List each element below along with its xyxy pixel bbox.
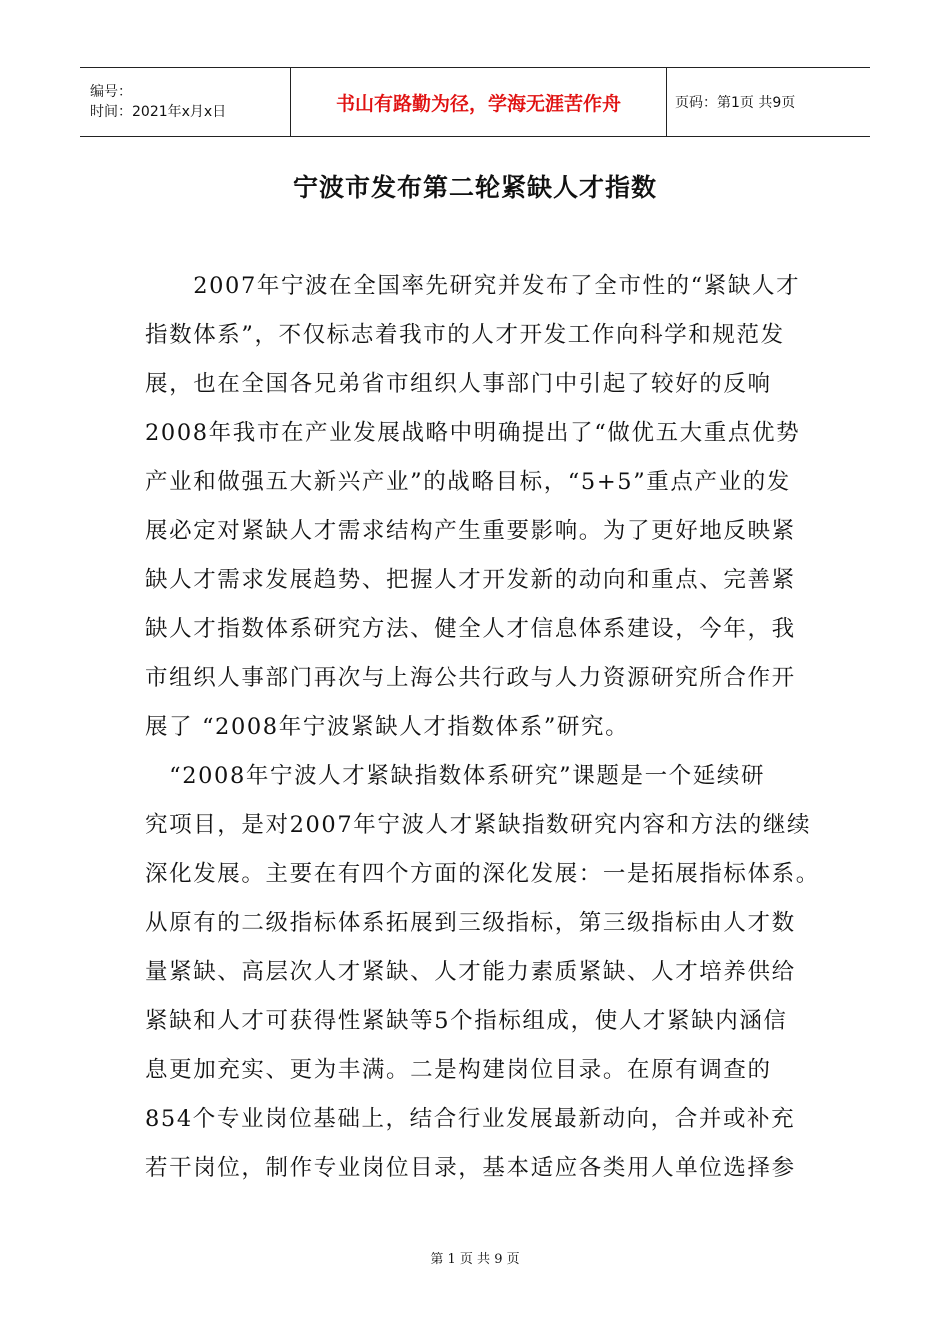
body-line: 深化发展。主要在有四个方面的深化发展：一是拓展指标体系。 (145, 861, 820, 887)
body-line: 展，也在全国各兄弟省市组织人事部门中引起了较好的反响 (145, 371, 772, 397)
body-line: 市组织人事部门再次与上海公共行政与人力资源研究所合作开 (145, 665, 796, 691)
header-meta (80, 68, 291, 136)
body-line: 紧缺和人才可获得性紧缺等5个指标组成，使人才紧缺内涵信 (145, 1008, 788, 1034)
body-line: 究项目，是对2007年宁波人才紧缺指数研究内容和方法的继续 (145, 812, 812, 838)
document-title: 宁波市发布第二轮紧缺人才指数 (292, 173, 657, 202)
body-line: 量紧缺、高层次人才紧缺、人才能力素质紧缺、人才培养供给 (145, 959, 796, 985)
body-line: 展了 “2008年宁波紧缺人才指数体系”研究。 (145, 714, 630, 740)
body-line: 展必定对紧缺人才需求结构产生重要影响。为了更好地反映紧 (145, 518, 796, 544)
number-label: 编号： (90, 84, 132, 100)
body-line: 2007年宁波在全国率先研究并发布了全市性的“紧缺人才 (145, 273, 801, 299)
body-line: 若干岗位，制作专业岗位目录，基本适应各类用人单位选择参 (145, 1155, 796, 1181)
header-table (80, 67, 870, 137)
body-line: 2008年我市在产业发展战略中明确提出了“做优五大重点优势 (145, 420, 801, 446)
body-line: 854个专业岗位基础上，结合行业发展最新动向，合并或补充 (145, 1106, 796, 1132)
document-body (145, 262, 820, 1193)
body-line: 缺人才指数体系研究方法、健全人才信息体系建设，今年，我 (145, 616, 796, 642)
body-line: 息更加充实、更为丰满。二是构建岗位目录。在原有调查的 (145, 1057, 772, 1083)
body-line: “2008年宁波人才紧缺指数体系研究”课题是一个延续研 (145, 763, 766, 789)
body-line: 缺人才需求发展趋势、把握人才开发新的动向和重点、完善紧 (145, 567, 796, 593)
body-line: 产业和做强五大新兴产业”的战略目标，“5+5”重点产业的发 (145, 469, 791, 495)
body-line: 从原有的二级指标体系拓展到三级指标，第三级指标由人才数 (145, 910, 796, 936)
time-label: 时间：2021年x月x日 (90, 104, 227, 120)
body-line: 指数体系”，不仅标志着我市的人才开发工作向科学和规范发 (145, 322, 785, 348)
header-motto: 书山有路勤为径，学海无涯苦作舟 (291, 68, 667, 136)
page-footer: 第 1 页 共 9 页 (430, 1252, 520, 1267)
header-page-info: 页码：第1页 共9页 (675, 95, 796, 111)
